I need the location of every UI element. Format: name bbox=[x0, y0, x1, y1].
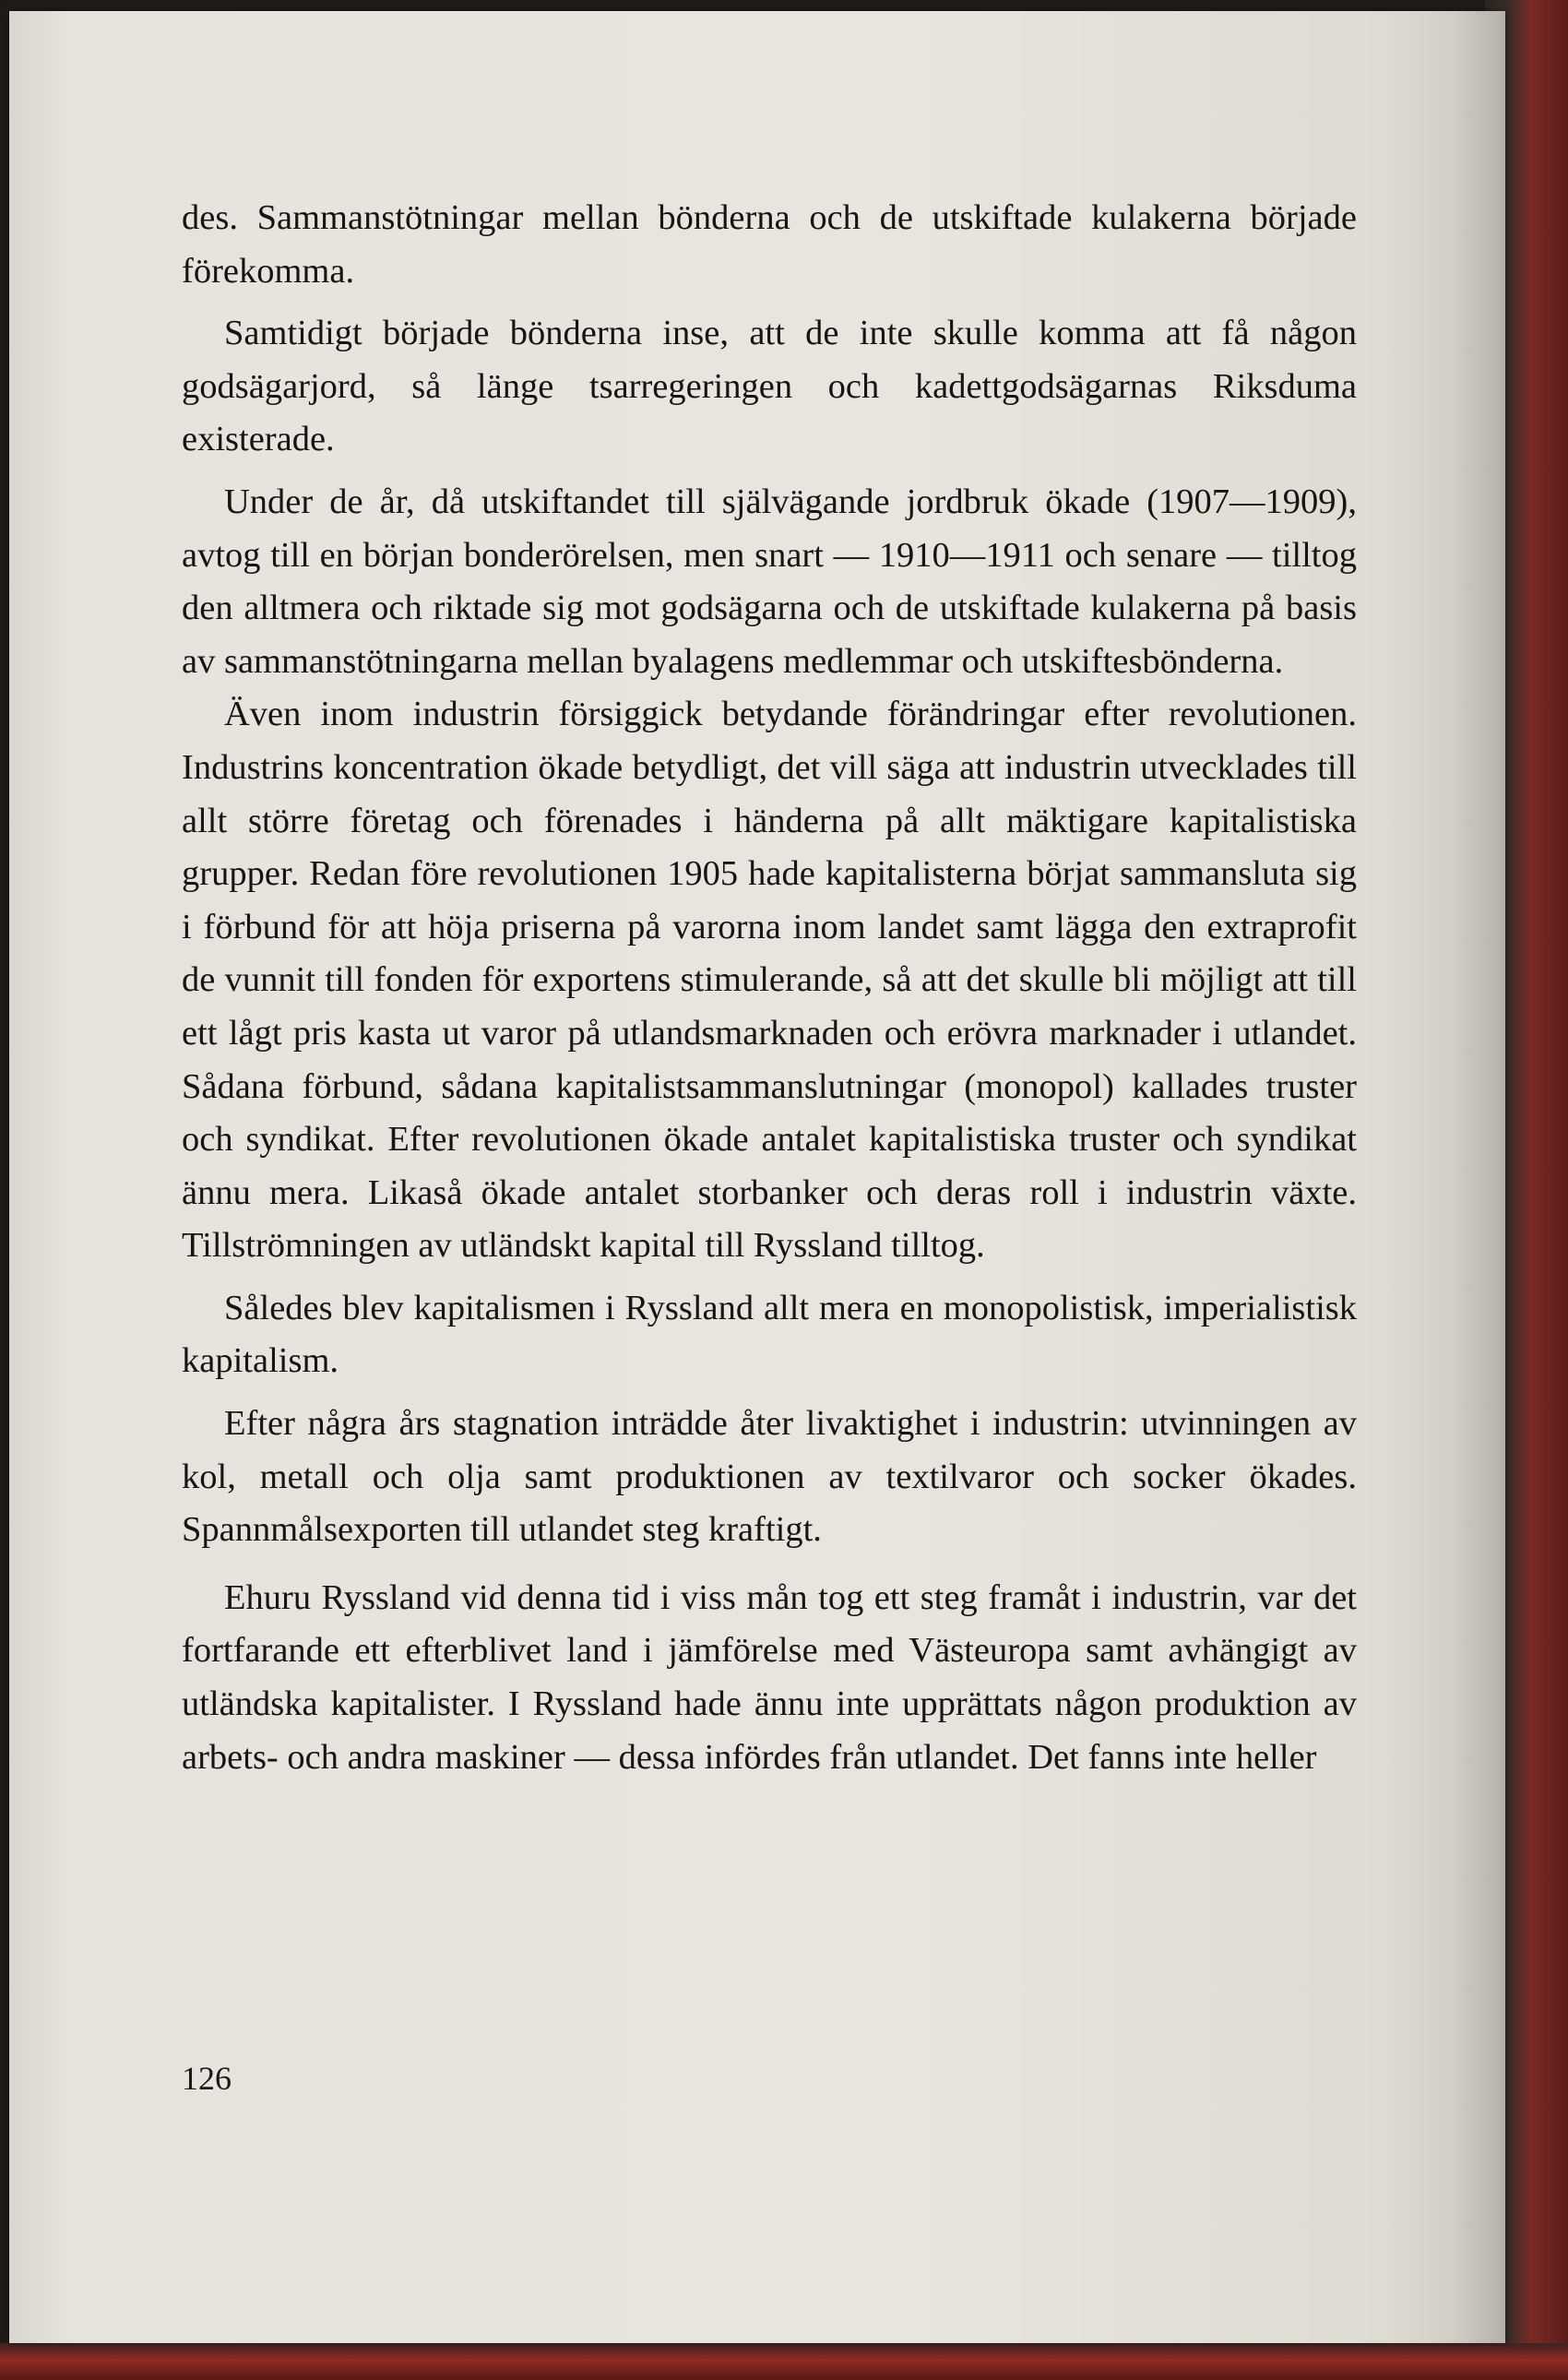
paragraph: Samtidigt började bönderna inse, att de inte skulle komma att få någon godsägarjord, så länge tsarregeringen och kadettgodsägarnas Riksduma existerade. bbox=[182, 314, 1357, 459]
paragraph: Under de år, då utskiftandet till självägande jordbruk ökade (1907—1909), avtog till en början bonderörelsen, men snart — 1910—1911 och senare — tilltog den alltmera och riktade sig mot godsägarna och de utskiftade kulakerna på basis av sammanstötningarna mellan byalagens medlemmar och utskiftesbönderna. bbox=[182, 482, 1357, 681]
body-text bbox=[182, 192, 1357, 1784]
paragraph: Ehuru Ryssland vid denna tid i viss mån tog ett steg framåt i industrin, var det fortfarande ett efterblivet land i jämförelse med Västeuropa samt avhängigt av utländska kapitalister. I Ryssland hade ännu inte upprättats någon produktion av arbets- och andra maskiner — dessa infördes från utlandet. Det fanns inte heller bbox=[182, 1577, 1357, 1777]
paragraph: Således blev kapitalismen i Ryssland allt mera en monopolistisk, imperialistisk kapitalism. bbox=[182, 1288, 1357, 1381]
page-number: 126 bbox=[182, 2060, 232, 2097]
page-gutter-shadow bbox=[1450, 11, 1505, 2343]
paragraph: des. Sammanstötningar mellan bönderna och de utskiftade kulakerna började förekomma. bbox=[182, 198, 1357, 291]
paragraph: Även inom industrin försiggick betydande förändringar efter revolutionen. Industrins koncentration ökade betydligt, det vill säga att industrin utvecklades till allt större företag och förenades i händerna på allt mäktigare kapitalistiska grupper. Redan före revolutionen 1905 hade kapitalisterna börjat sammansluta sig i förbund för att höja priserna på varorna inom landet samt lägga den extraprofit de vunnit till fonden för exportens stimulerande, så att det skulle bli möjligt att till ett lågt pris kasta ut varor på utlandsmarknaden och erövra marknader i utlandet. Sådana förbund, sådana kapitalistsammanslutningar (monopol) kallades truster och syndikat. Efter revolutionen ökade antalet kapitalistiska truster och syndikat ännu mera. Likaså ökade antalet storbanker och deras roll i industrin växte. Tillströmningen av utländskt kapital till Ryssland tilltog. bbox=[182, 695, 1357, 1266]
paragraph: Efter några års stagnation inträdde åter livaktighet i industrin: utvinningen av kol, metall och olja samt produktionen av textilvaror och socker ökades. Spannmålsexporten till utlandet steg kraftigt. bbox=[182, 1404, 1357, 1550]
book-bottom-edge bbox=[0, 2343, 1568, 2380]
